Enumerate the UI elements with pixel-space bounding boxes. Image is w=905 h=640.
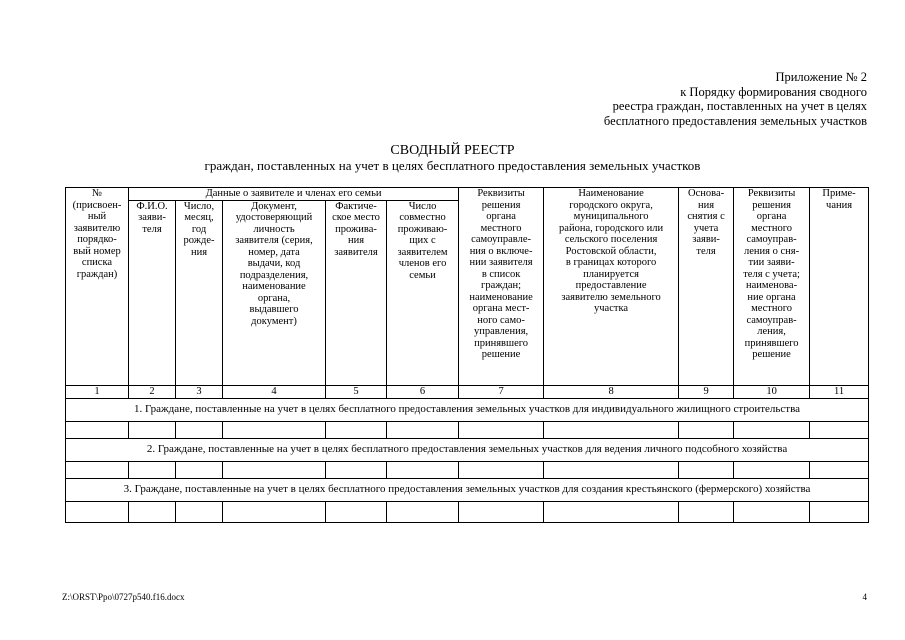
col-header-6: Число совместно проживаю- щих с заявителем членов его семьи xyxy=(387,200,459,385)
appendix-line-2: к Порядку формирования сводного xyxy=(680,84,867,99)
col-header-3: Число, месяц, год рожде- ния xyxy=(176,200,223,385)
page-number: 4 xyxy=(862,592,867,602)
empty-cell xyxy=(810,501,869,522)
empty-cell xyxy=(387,501,459,522)
column-number: 6 xyxy=(387,385,459,398)
empty-cell xyxy=(223,501,326,522)
empty-cell xyxy=(544,501,679,522)
empty-cell xyxy=(544,421,679,438)
appendix-header xyxy=(527,70,867,128)
col-header-10: Реквизиты решения органа местного самоуправ- ления о сня- тии заяви- теля с учета; наименова- ние органа местного самоуправ- ления, принявшего решение xyxy=(734,188,810,386)
empty-cell xyxy=(176,501,223,522)
registry-table xyxy=(65,187,869,523)
document-title: СВОДНЫЙ РЕЕСТР xyxy=(390,143,515,158)
column-number: 5 xyxy=(326,385,387,398)
empty-cell xyxy=(223,421,326,438)
col-header-4: Документ, удостоверяющий личность заявителя (серия, номер, дата выдачи, код подразделения, наименование органа, выдавшего документ) xyxy=(223,200,326,385)
appendix-line-4: бесплатного предоставления земельных участков xyxy=(603,113,867,128)
col-header-9: Основа- ния снятия с учета заяви- теля xyxy=(679,188,734,386)
column-number: 1 xyxy=(66,385,129,398)
empty-cell xyxy=(326,501,387,522)
empty-cell xyxy=(326,421,387,438)
empty-cell xyxy=(66,421,129,438)
column-number: 2 xyxy=(129,385,176,398)
empty-cell xyxy=(66,461,129,478)
empty-row xyxy=(66,421,869,438)
empty-row xyxy=(66,501,869,522)
empty-cell xyxy=(734,501,810,522)
empty-row xyxy=(66,461,869,478)
empty-cell xyxy=(223,461,326,478)
col-header-2: Ф.И.О. заяви- теля xyxy=(129,200,176,385)
empty-cell xyxy=(544,461,679,478)
empty-cell xyxy=(734,421,810,438)
column-number: 7 xyxy=(459,385,544,398)
empty-cell xyxy=(326,461,387,478)
group-header-applicant: Данные о заявителе и членах его семьи xyxy=(129,188,459,201)
section-row-3 xyxy=(66,478,869,501)
empty-cell xyxy=(129,501,176,522)
header-row-main xyxy=(66,188,869,201)
column-number: 10 xyxy=(734,385,810,398)
col-header-1: № (присвоен- ный заявителю порядко- вый номер списка граждан) xyxy=(66,188,129,386)
empty-cell xyxy=(459,421,544,438)
empty-cell xyxy=(810,421,869,438)
empty-cell xyxy=(734,461,810,478)
empty-cell xyxy=(176,461,223,478)
empty-cell xyxy=(387,461,459,478)
empty-cell xyxy=(129,461,176,478)
document-subtitle: граждан, поставленных на учет в целях бесплатного предоставления земельных участков xyxy=(204,158,701,173)
column-number: 11 xyxy=(810,385,869,398)
empty-cell xyxy=(176,421,223,438)
footer-file-path: Z:\ORST\Ppo\0727p540.f16.docx xyxy=(62,592,185,602)
empty-cell xyxy=(129,421,176,438)
column-number: 9 xyxy=(679,385,734,398)
empty-cell xyxy=(810,461,869,478)
empty-cell xyxy=(679,421,734,438)
col-header-5: Фактиче- ское место прожива- ния заявителя xyxy=(326,200,387,385)
column-numbers-row xyxy=(66,385,869,398)
column-number: 8 xyxy=(544,385,679,398)
empty-cell xyxy=(387,421,459,438)
empty-cell xyxy=(459,461,544,478)
empty-cell xyxy=(66,501,129,522)
empty-cell xyxy=(679,501,734,522)
section-row-1 xyxy=(66,398,869,421)
empty-cell xyxy=(459,501,544,522)
col-header-8: Наименование городского округа, муниципального района, городского или сельского поселения Ростовской области, в границах которого планируется предоставление заявителю земельного участка xyxy=(544,188,679,386)
section-heading-1: 1. Граждане, поставленные на учет в целях бесплатного предоставления земельных участков для индивидуального жилищного строительства xyxy=(66,398,869,421)
section-heading-3: 3. Граждане, поставленные на учет в целях бесплатного предоставления земельных участков для создания крестьянского (фермерского) хозяйства xyxy=(66,478,869,501)
col-header-11: Приме- чания xyxy=(810,188,869,386)
appendix-line-1: Приложение № 2 xyxy=(775,70,867,84)
section-row-2 xyxy=(66,438,869,461)
appendix-line-3: реестра граждан, поставленных на учет в целях xyxy=(612,99,867,113)
column-number: 4 xyxy=(223,385,326,398)
empty-cell xyxy=(679,461,734,478)
col-header-7: Реквизиты решения органа местного самоуправле- ния о включе- нии заявителя в список граждан; наименование органа мест- ного само- управления, принявшего решение xyxy=(459,188,544,386)
column-number: 3 xyxy=(176,385,223,398)
section-heading-2: 2. Граждане, поставленные на учет в целях бесплатного предоставления земельных участков для ведения личного подсобного хозяйства xyxy=(66,438,869,461)
